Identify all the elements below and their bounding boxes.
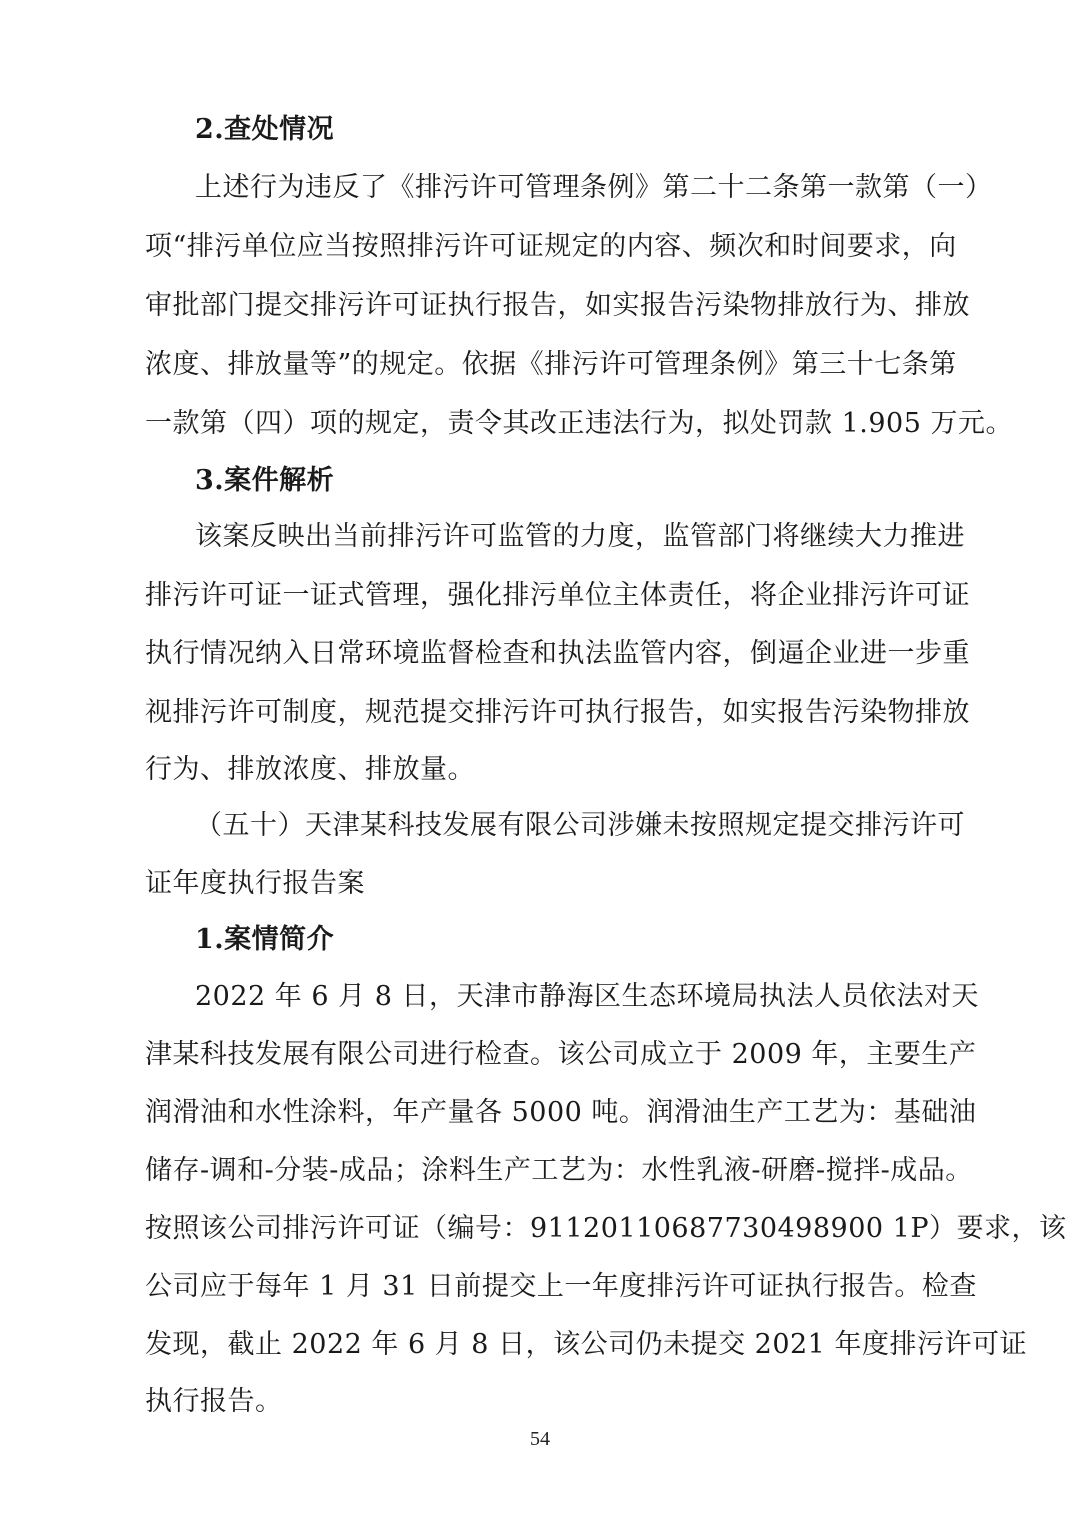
paragraph-line: 该案反映出当前排污许可监管的力度，监管部门将继续大力推进 [195,521,965,552]
section-heading-case-summary: 1.案情简介 [195,924,335,955]
paragraph-line: 浓度、排放量等”的规定。依据《排污许可管理条例》第三十七条第 [145,349,957,380]
paragraph-line: 发现，截止 2022 年 6 月 8 日，该公司仍未提交 2021 年度排污许可证 [145,1329,1027,1360]
section-heading-analysis: 3.案件解析 [195,465,335,496]
paragraph-line: 储存-调和-分装-成品；涂料生产工艺为：水性乳液-研磨-搅拌-成品。 [145,1155,973,1186]
paragraph-line: 按照该公司排污许可证（编号：91120110687730498900 1P）要求，该 [145,1213,1067,1244]
case-title: （五十）天津某科技发展有限公司涉嫌未按照规定提交排污许可 [195,810,965,841]
paragraph-line: 行为、排放浓度、排放量。 [145,754,475,785]
paragraph-line: 审批部门提交排污许可证执行报告，如实报告污染物排放行为、排放 [145,290,970,321]
paragraph-line: 视排污许可制度，规范提交排污许可执行报告，如实报告污染物排放 [145,697,970,728]
paragraph-line: 公司应于每年 1 月 31 日前提交上一年度排污许可证执行报告。检查 [145,1271,977,1302]
paragraph-line: 执行报告。 [145,1386,283,1417]
paragraph-line: 项“排污单位应当按照排污许可证规定的内容、频次和时间要求，向 [145,231,957,262]
paragraph-line: 2022 年 6 月 8 日，天津市静海区生态环境局执法人员依法对天 [195,981,979,1012]
paragraph-line: 润滑油和水性涂料，年产量各 5000 吨。润滑油生产工艺为：基础油 [145,1097,977,1128]
paragraph-line: 一款第（四）项的规定，责令其改正违法行为，拟处罚款 1.905 万元。 [145,408,1013,439]
section-heading-investigation: 2.查处情况 [195,114,335,145]
paragraph-line: 上述行为违反了《排污许可管理条例》第二十二条第一款第（一） [195,172,993,203]
paragraph-line: 排污许可证一证式管理，强化排污单位主体责任，将企业排污许可证 [145,580,970,611]
case-title: 证年度执行报告案 [145,868,365,899]
page-number: 54 [530,1428,550,1450]
paragraph-line: 执行情况纳入日常环境监督检查和执法监管内容，倒逼企业进一步重 [145,638,970,669]
paragraph-line: 津某科技发展有限公司进行检查。该公司成立于 2009 年，主要生产 [145,1039,977,1070]
